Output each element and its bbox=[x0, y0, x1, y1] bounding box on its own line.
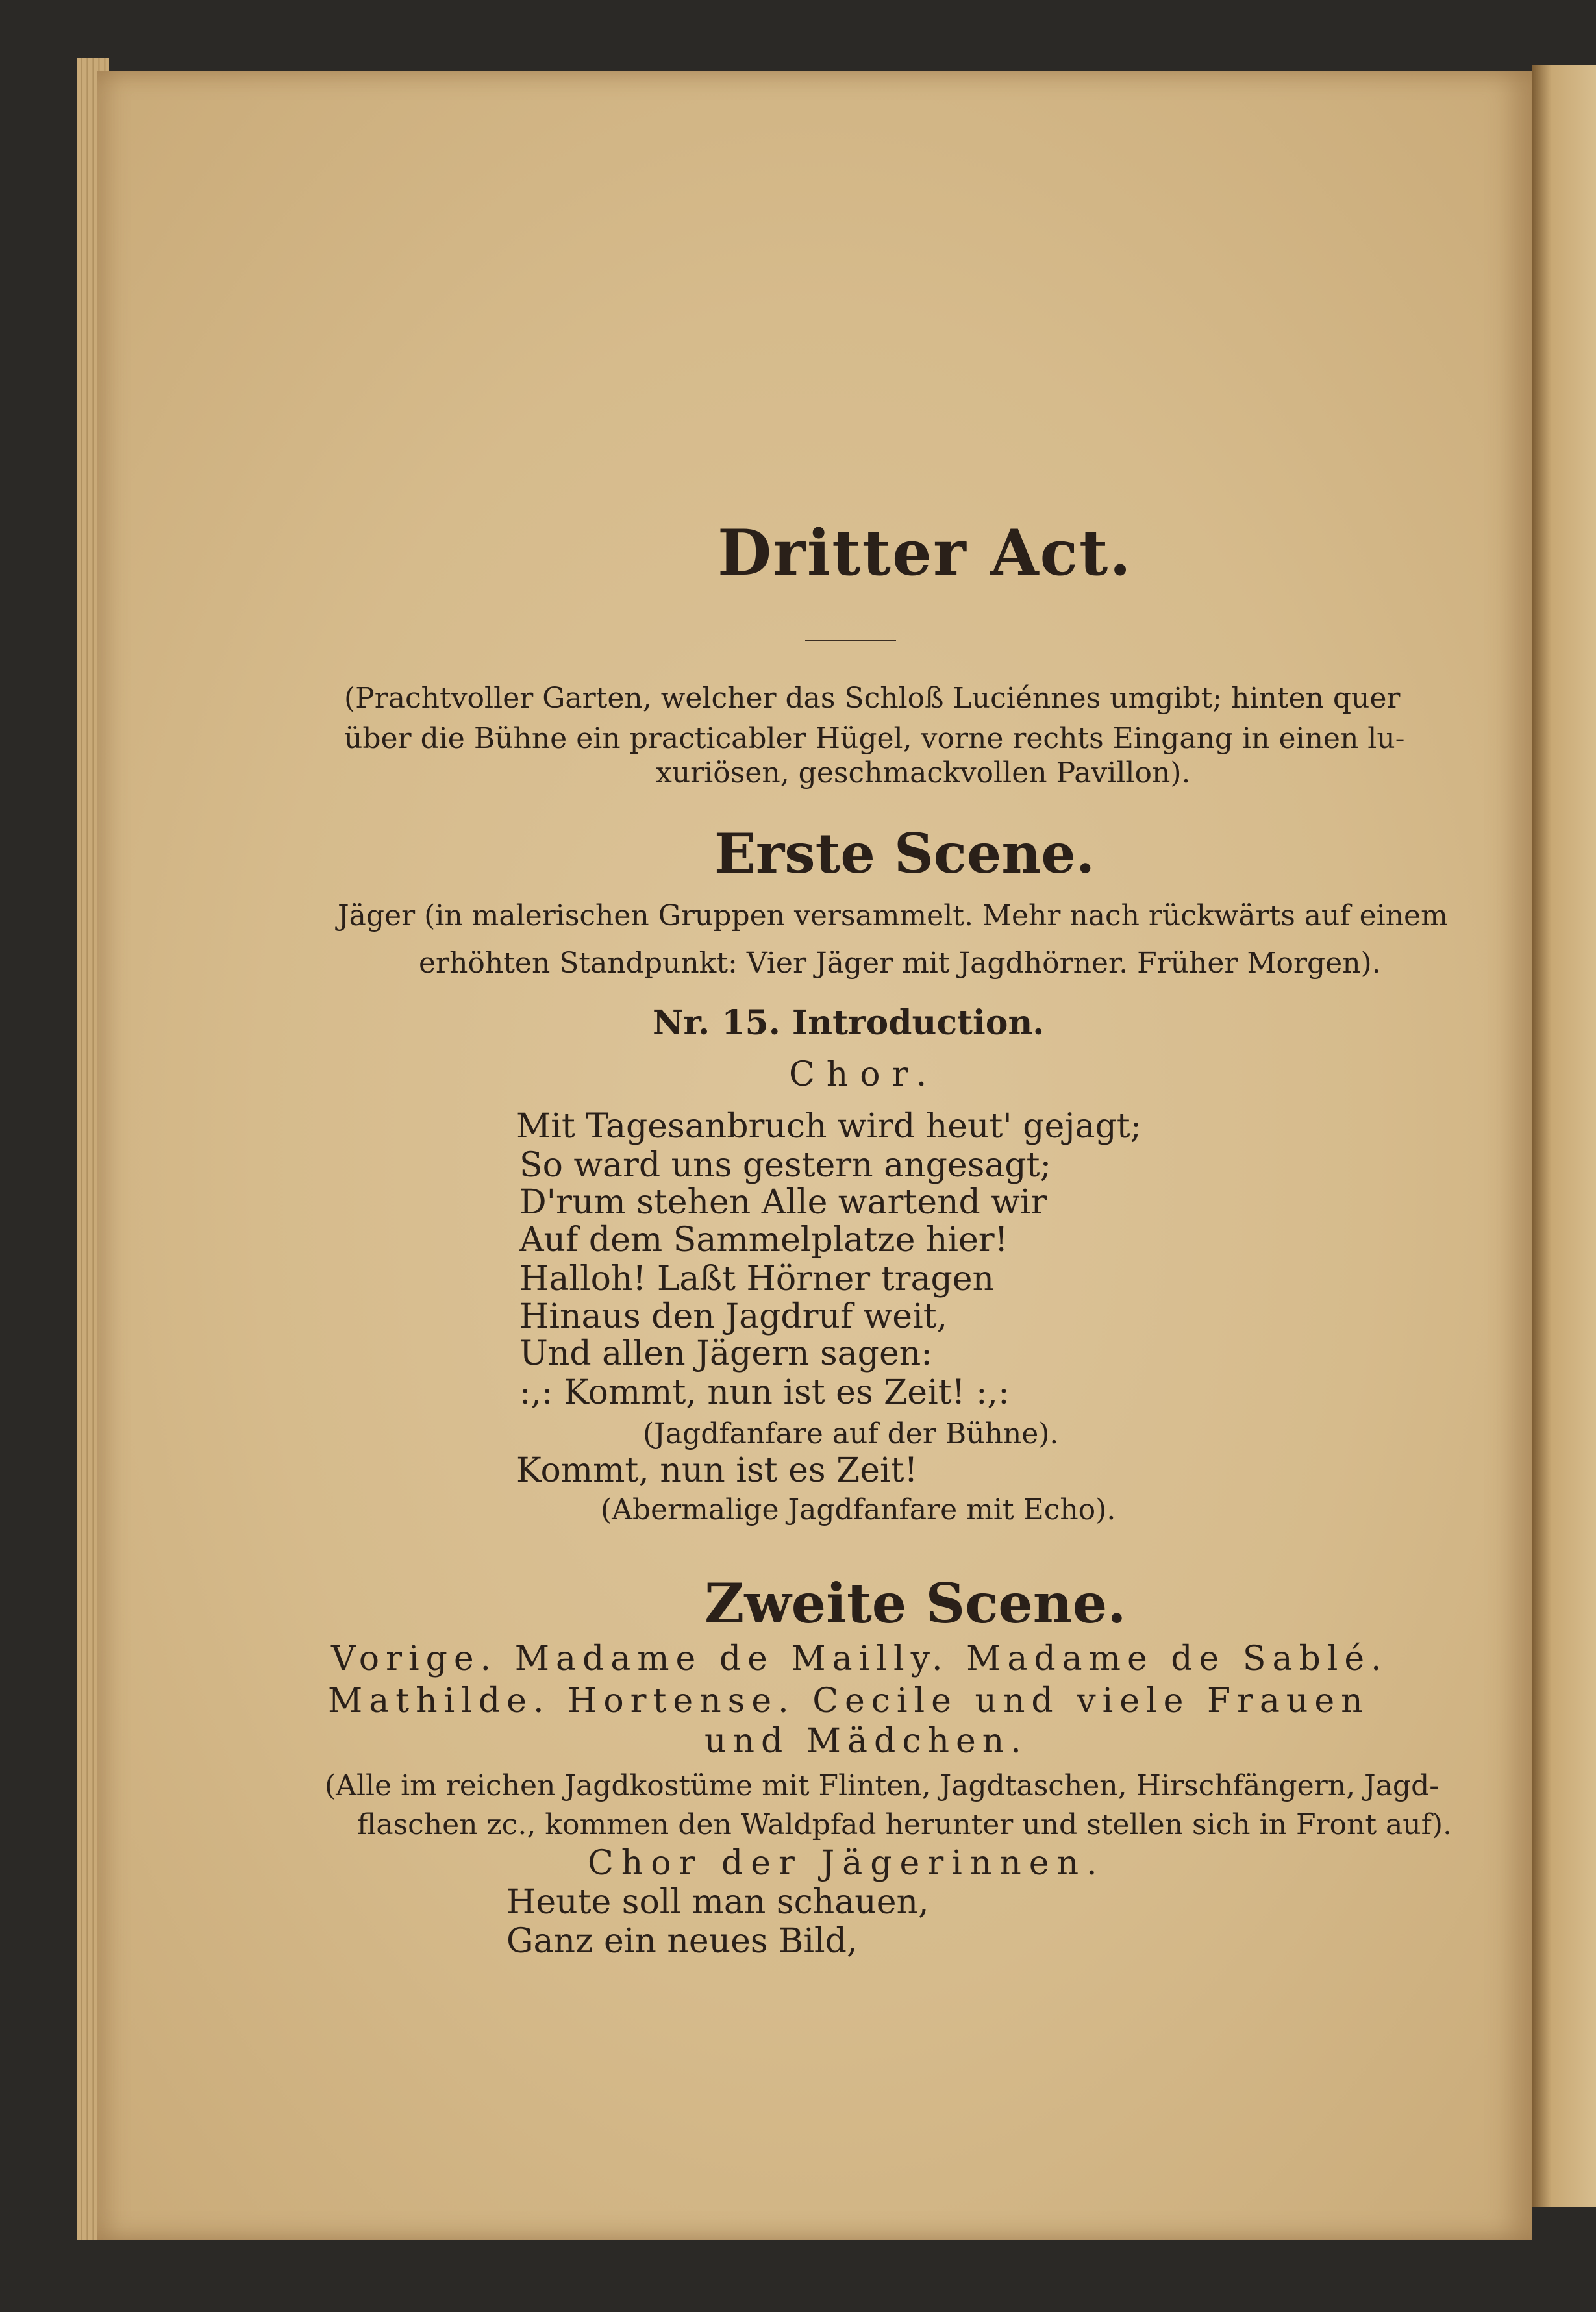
verse-line-8: :,: Kommt, nun ist es Zeit! :,: bbox=[519, 1373, 1010, 1412]
scene2-cast-line-2: Mathilde. Hortense. Cecile und viele Frauen bbox=[328, 1682, 1369, 1721]
scene1-cast-line-1: Jäger (in malerischen Gruppen versammelt. Mehr nach rückwärts auf einem bbox=[338, 899, 1448, 932]
scene2-heading: Zweite Scene. bbox=[704, 1571, 1127, 1635]
scene1-heading: Erste Scene. bbox=[714, 821, 1095, 886]
stage-direction-line-3: xuriösen, geschmackvollen Pavillon). bbox=[656, 756, 1191, 789]
verse-line-2: So ward uns gestern angesagt; bbox=[519, 1146, 1052, 1185]
direction-fanfare: (Jagdfanfare auf der Bühne). bbox=[643, 1417, 1059, 1450]
verse-last: Kommt, nun ist es Zeit! bbox=[516, 1451, 918, 1490]
scene1-cast-line-2: erhöhten Standpunkt: Vier Jäger mit Jagdhörner. Früher Morgen). bbox=[419, 947, 1381, 980]
next-page-edge bbox=[1532, 65, 1596, 2207]
verse-line-4: Auf dem Sammelplatze hier! bbox=[519, 1221, 1008, 1260]
stage-direction-line-2: über die Bühne ein practicabler Hügel, vorne rechts Eingang in einen lu- bbox=[344, 722, 1405, 755]
stage-direction-line-1: (Prachtvoller Garten, welcher das Schloß Luciénnes umgibt; hinten quer bbox=[344, 682, 1401, 715]
verse-line-3: D'rum stehen Alle wartend wir bbox=[519, 1183, 1047, 1222]
number-heading: Nr. 15. Introduction. bbox=[653, 1003, 1045, 1043]
scene1-chorus-label: Chor. bbox=[789, 1055, 939, 1094]
verse-line-1: Mit Tagesanbruch wird heut' gejagt; bbox=[516, 1107, 1142, 1146]
scene2-direction-line-2: flaschen zc., kommen den Waldpfad herunter und stellen sich in Front auf). bbox=[357, 1808, 1453, 1841]
scene2-cast-line-1: Vorige. Madame de Mailly. Madame de Sablé. bbox=[331, 1639, 1388, 1678]
verse-line-5: Halloh! Laßt Hörner tragen bbox=[519, 1260, 994, 1299]
direction-echo: (Abermalige Jagdfanfare mit Echo). bbox=[601, 1493, 1116, 1526]
verse-line-7: Und allen Jägern sagen: bbox=[519, 1334, 932, 1373]
act-title: Dritter Act. bbox=[717, 516, 1132, 590]
verse-line-6: Hinaus den Jagdruf weit, bbox=[519, 1297, 948, 1336]
scene2-cast-line-3: und Mädchen. bbox=[704, 1722, 1028, 1761]
scene2-verse-line-1: Heute soll man schauen, bbox=[506, 1883, 929, 1922]
scene2-direction-line-1: (Alle im reichen Jagdkostüme mit Flinten, Jagdtaschen, Hirschfängern, Jagd- bbox=[325, 1769, 1440, 1802]
scene2-verse-line-2: Ganz ein neues Bild, bbox=[506, 1922, 858, 1961]
scene2-chorus-label: Chor der Jägerinnen. bbox=[588, 1844, 1105, 1883]
title-divider bbox=[805, 640, 896, 641]
